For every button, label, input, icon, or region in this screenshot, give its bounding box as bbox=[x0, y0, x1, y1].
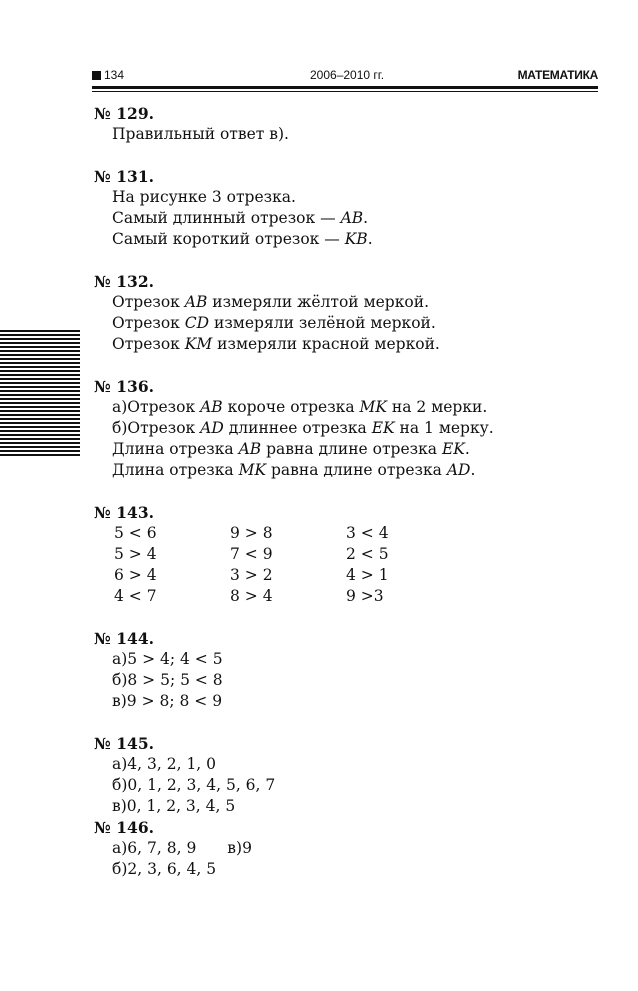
task-line: а)5 > 4; 4 < 5 bbox=[112, 650, 223, 668]
header-rule-thin bbox=[92, 91, 598, 92]
comparison-row: 6 > 4 3 > 2 4 > 1 bbox=[114, 566, 389, 584]
task-line: Самый длинный отрезок — AB. bbox=[112, 209, 369, 227]
page-number: 134 bbox=[104, 68, 125, 82]
page-marker-square bbox=[92, 71, 101, 80]
task-line: б)0, 1, 2, 3, 4, 5, 6, 7 bbox=[112, 776, 276, 794]
task-143 bbox=[94, 502, 604, 607]
task-line: а)6, 7, 8, 9 в)9 bbox=[112, 839, 252, 857]
task-line: Длина отрезка MK равна длине отрезка AD. bbox=[112, 461, 476, 479]
task-line: в)9 > 8; 8 < 9 bbox=[112, 692, 223, 710]
comparison-row: 5 < 6 9 > 8 3 < 4 bbox=[114, 524, 389, 542]
task-title: № 145. bbox=[94, 734, 154, 753]
task-131 bbox=[94, 166, 604, 250]
task-line: На рисунке 3 отрезка. bbox=[112, 188, 296, 206]
task-146 bbox=[94, 817, 604, 880]
task-title: № 144. bbox=[94, 629, 154, 648]
task-136 bbox=[94, 376, 604, 481]
header-subject: МАТЕМАТИКА bbox=[517, 68, 598, 82]
task-title: № 132. bbox=[94, 272, 154, 291]
answers-content bbox=[94, 103, 604, 880]
task-144 bbox=[94, 628, 604, 712]
task-line: Самый короткий отрезок — KB. bbox=[112, 230, 373, 248]
task-line: б)8 > 5; 5 < 8 bbox=[112, 671, 223, 689]
comparison-row: 5 > 4 7 < 9 2 < 5 bbox=[114, 545, 389, 563]
task-title: № 131. bbox=[94, 167, 154, 186]
task-line: а)4, 3, 2, 1, 0 bbox=[112, 755, 217, 773]
side-stripes-decoration bbox=[0, 330, 80, 458]
task-line: б)Отрезок AD длиннее отрезка EK на 1 мерку. bbox=[112, 419, 494, 437]
task-line: б)2, 3, 6, 4, 5 bbox=[112, 860, 217, 878]
task-line: Длина отрезка AB равна длине отрезка EK. bbox=[112, 440, 470, 458]
task-title: № 143. bbox=[94, 503, 154, 522]
task-title: № 146. bbox=[94, 818, 154, 837]
header-years: 2006–2010 гг. bbox=[310, 68, 385, 82]
task-145 bbox=[94, 733, 604, 817]
comparison-row: 4 < 7 8 > 4 9 >3 bbox=[114, 587, 384, 605]
header-rule-thick bbox=[92, 86, 598, 89]
task-line: Отрезок AB измеряли жёлтой меркой. bbox=[112, 293, 429, 311]
task-132 bbox=[94, 271, 604, 355]
task-title: № 136. bbox=[94, 377, 154, 396]
task-title: № 129. bbox=[94, 104, 154, 123]
task-line: в)0, 1, 2, 3, 4, 5 bbox=[112, 797, 236, 815]
task-line: Отрезок KM измеряли красной меркой. bbox=[112, 335, 440, 353]
task-line: Правильный ответ в). bbox=[112, 125, 289, 143]
page-header bbox=[92, 68, 598, 84]
task-line: а)Отрезок AB короче отрезка MK на 2 мерки. bbox=[112, 398, 488, 416]
task-line: Отрезок CD измеряли зелёной меркой. bbox=[112, 314, 436, 332]
task-129 bbox=[94, 103, 604, 145]
